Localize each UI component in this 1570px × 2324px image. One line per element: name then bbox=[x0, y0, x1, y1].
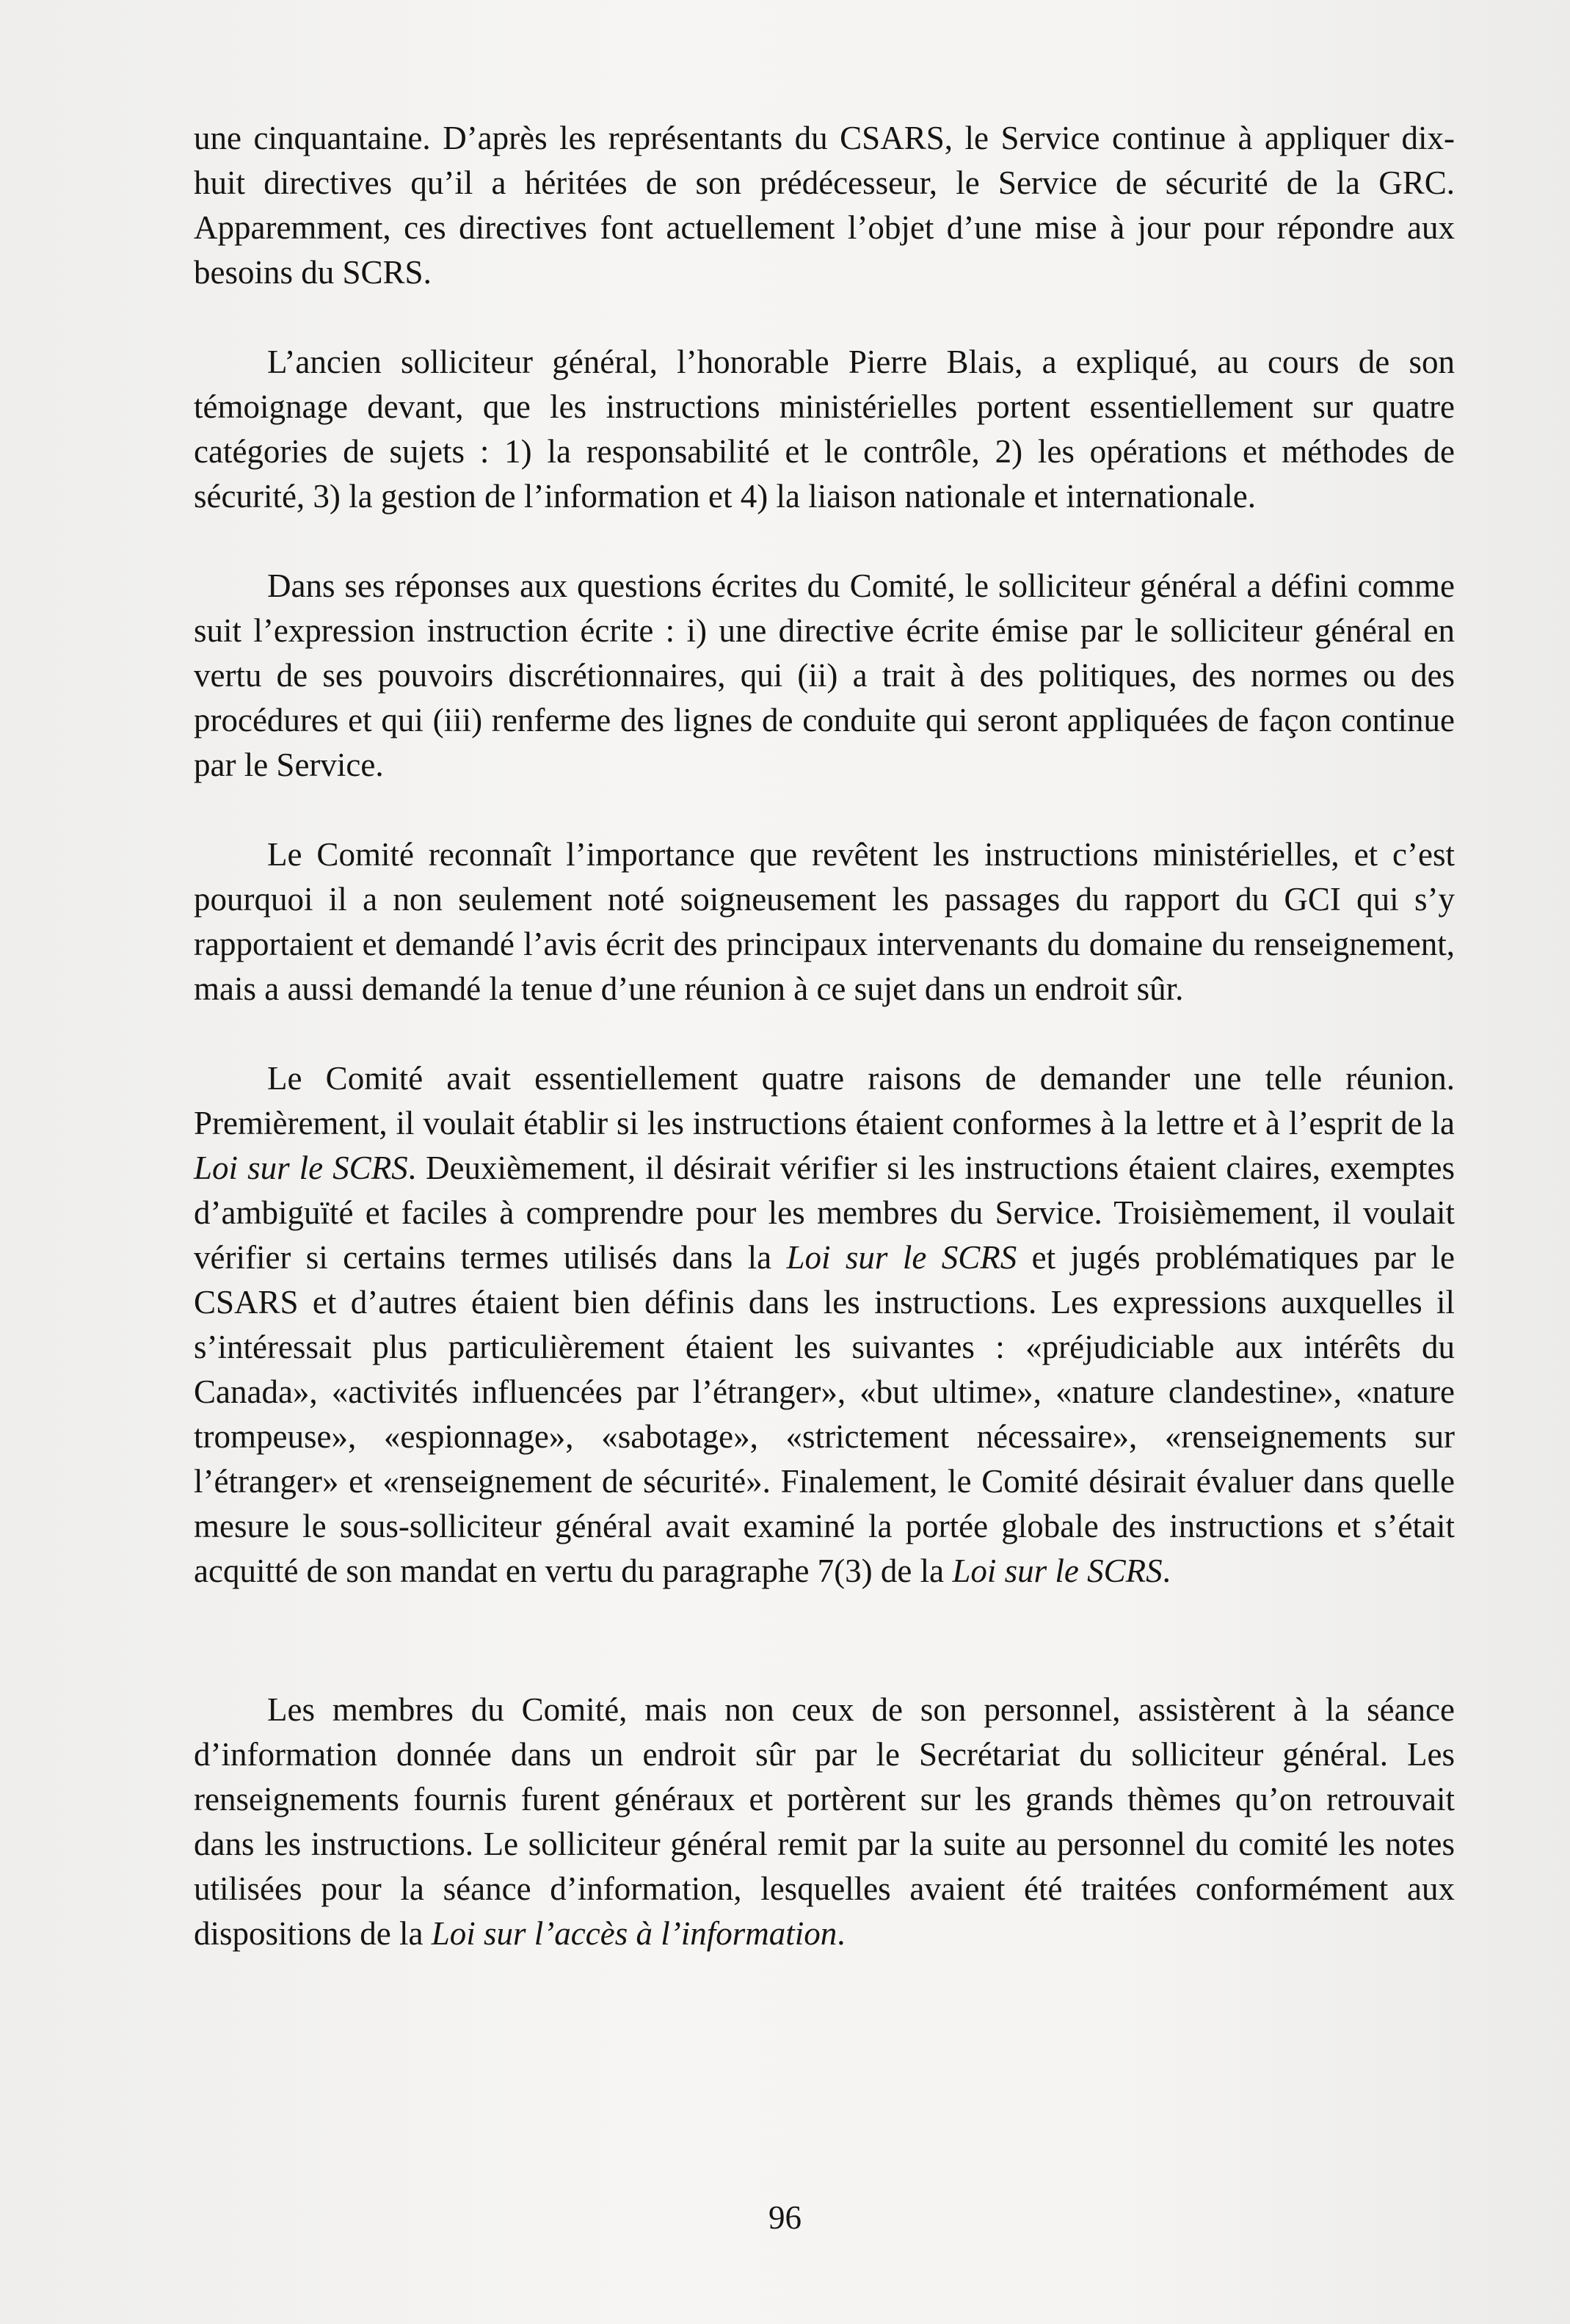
paragraph-1 bbox=[194, 116, 1455, 295]
body-text bbox=[194, 116, 1455, 2001]
paragraph-5-text-a: Le Comité avait essentiellement quatre raisons de demander une telle réunion. Premièrement, il voulait établir si les instructions étaient conformes à la lettre et à l’esprit de la bbox=[194, 1060, 1455, 1141]
paragraph-5 bbox=[194, 1056, 1455, 1594]
paragraph-1-text: une cinquantaine. D’après les représentants du CSARS, le Service continue à appliquer dix-huit directives qu’il a héritées de son prédécesseur, le Service de sécurité de la GRC. Apparemment, ces directives font actuellement l’objet d’une mise à jour pour répondre aux besoins du SCRS. bbox=[194, 120, 1455, 291]
paragraph-2-text: L’ancien solliciteur général, l’honorable Pierre Blais, a expliqué, au cours de son témoignage devant, que les instructions ministérielles portent essentiellement sur quatre catégories de sujets : 1) la responsabilité et le contrôle, 2) les opérations et méthodes de sécurité, 3) la gestion de l’information et 4) la liaison nationale et internationale. bbox=[194, 344, 1455, 515]
paragraph-6-text-a: Les membres du Comité, mais non ceux de son personnel, assistèrent à la séance d’information donnée dans un endroit sûr par le Secrétariat du solliciteur général. Les renseignements fournis furent généraux et portèrent sur les grands thèmes qu’on retrouvait dans les instructions. Le solliciteur général remit par la suite au personnel du comité les notes utilisées pour la séance d’information, lesquelles avaient été traitées conformément aux dispositions de la bbox=[194, 1691, 1455, 1952]
paragraph-4 bbox=[194, 832, 1455, 1012]
paragraph-3-text: Dans ses réponses aux questions écrites du Comité, le solliciteur général a défini comme suit l’expression instruction écrite : i) une directive écrite émise par le solliciteur général en vertu de ses pouvoirs discrétionnaires, qui (ii) a trait à des politiques, des normes ou des procédures et qui (iii) renferme des lignes de conduite qui seront appliquées de façon continue par le Service. bbox=[194, 567, 1455, 783]
paragraph-4-text: Le Comité reconnaît l’importance que revêtent les instructions ministérielles, et c’est pourquoi il a non seulement noté soigneusement les passages du rapport du GCI qui s’y rapportaient et demandé l’avis écrit des principaux intervenants du domaine du renseignement, mais a aussi demandé la tenue d’une réunion à ce sujet dans un endroit sûr. bbox=[194, 836, 1455, 1007]
act-title: Loi sur le SCRS bbox=[952, 1553, 1163, 1589]
page-number: 96 bbox=[768, 2199, 802, 2236]
paragraph-3 bbox=[194, 564, 1455, 788]
act-title: Loi sur le SCRS bbox=[786, 1239, 1017, 1276]
act-title: Loi sur l’accès à l’information bbox=[431, 1915, 837, 1952]
paragraph-5-text-b: . Deuxièmement, il désirait vérifier si les instructions étaient claires, exemptes d’ambiguïté et faciles à comprendre pour les membres du Service. Troisièmement, il voulait vérifier si certains termes utilisés dans la bbox=[194, 1150, 1455, 1276]
paragraph-6-text-b: . bbox=[837, 1915, 846, 1952]
paragraph-2 bbox=[194, 340, 1455, 519]
paragraph-6 bbox=[194, 1688, 1455, 1956]
paragraph-5-text-d: . bbox=[1162, 1553, 1171, 1589]
act-title: Loi sur le SCRS bbox=[194, 1150, 408, 1186]
paragraph-5-text-c: et jugés problématiques par le CSARS et d’autres étaient bien définis dans les instructions. Les expressions auxquelles il s’intéressait plus particulièrement étaient les suivantes : «préjudiciable aux intérêts du Canada», «activités influencées par l’étranger», «but ultime», «nature clandestine», «nature trompeuse», «espionnage», «sabotage», «strictement nécessaire», «renseignements sur l’étranger» et «renseignement de sécurité». Finalement, le Comité désirait évaluer dans quelle mesure le sous-solliciteur général avait examiné la portée globale des instructions et s’était acquitté de son mandat en vertu du paragraphe 7(3) de la bbox=[194, 1239, 1455, 1589]
